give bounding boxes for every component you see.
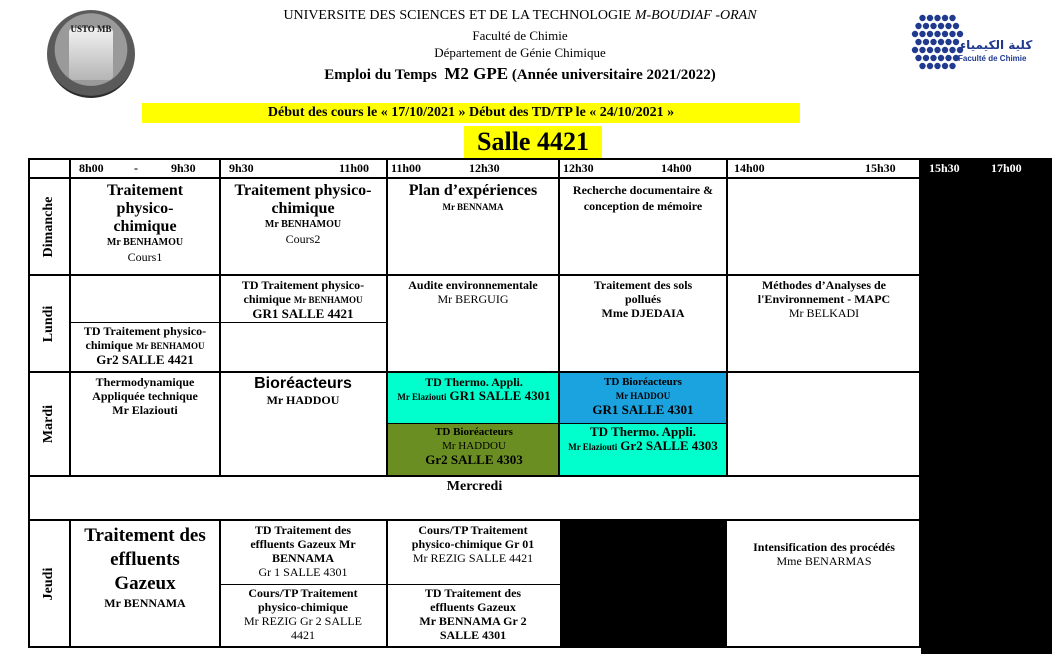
- dim-c4: Recherche documentaire & conception de mémoire: [572, 183, 714, 213]
- grid-v-right: [919, 158, 921, 648]
- mar-c4a-title: TD Bioréacteurs: [604, 376, 682, 388]
- grid-h-mar-c3: [387, 423, 726, 424]
- mar-c4a-group: GR1 SALLE 4301: [592, 402, 694, 417]
- mar-c3a-group: GR1 SALLE 4301: [449, 388, 551, 403]
- faculty-logo: [909, 10, 965, 74]
- molecule-dot: [927, 47, 933, 53]
- jeu-c5-title: Intensification des procédés: [753, 540, 895, 554]
- jeu-c3b-group: Mr BENNAMA Gr 2 SALLE 4301: [419, 614, 527, 642]
- jeu-c2b-group: Mr REZIG Gr 2 SALLE 4421: [244, 614, 362, 642]
- time-6-end: 17h00: [991, 161, 1022, 175]
- molecule-dot: [912, 47, 918, 53]
- black-area-column: [921, 178, 1052, 654]
- time-5-end: 15h30: [865, 161, 896, 175]
- day-mardi: Mardi: [41, 404, 56, 444]
- dim-c1-title: Traitement physico-chimique: [106, 182, 184, 235]
- molecule-dot: [934, 15, 940, 21]
- mar-c2: [221, 375, 385, 473]
- molecule-dot: [942, 63, 948, 69]
- mar-c4a: [562, 375, 724, 423]
- grid-h-dim: [28, 274, 921, 276]
- mar-c3b-prof: Mr HADDOU: [442, 440, 506, 452]
- molecule-dot: [915, 23, 921, 29]
- molecule-dot: [930, 23, 936, 29]
- molecule-dot: [938, 55, 944, 61]
- mar-c3a: [390, 375, 558, 423]
- mar-c1-title: Thermodynamique Appliquée technique: [92, 375, 198, 403]
- schedule-title-b: M2 GPE: [444, 64, 509, 83]
- university-name: [200, 8, 840, 24]
- molecule-dot: [942, 31, 948, 37]
- dim-c2-prof: Mr BENHAMOU: [264, 219, 342, 230]
- mar-c2-title: Bioréacteurs: [254, 375, 352, 392]
- molecule-dot: [949, 47, 955, 53]
- time-2-end: 11h00: [339, 161, 370, 175]
- lun-c3-title: Audite environnementale: [408, 278, 538, 292]
- lun-c5-title: Méthodes d’Analyses de l'Environnement - MAPC: [757, 278, 891, 306]
- schedule-title: [200, 66, 840, 83]
- molecule-dot: [930, 39, 936, 45]
- grid-h-mar: [28, 475, 921, 477]
- molecule-dot: [938, 39, 944, 45]
- time-4-end: 14h00: [661, 161, 692, 175]
- mar-c4b-prof: Mr Elaziouti: [568, 442, 618, 452]
- dim-c2: [221, 182, 385, 274]
- molecule-dot: [919, 63, 925, 69]
- time-3-start: 11h00: [391, 161, 422, 175]
- molecule-dot: [923, 39, 929, 45]
- faculty-name: Faculté de Chimie: [472, 28, 568, 43]
- mar-c3b-title: TD Bioréacteurs: [435, 426, 513, 438]
- grid-v-3: [558, 158, 560, 476]
- time-4-start: 12h30: [563, 161, 594, 175]
- molecule-dot: [927, 63, 933, 69]
- grid-v-left: [28, 158, 30, 648]
- molecule-dot: [953, 39, 959, 45]
- jeu-c5-prof: Mme BENARMAS: [776, 554, 872, 568]
- molecule-dot: [957, 31, 963, 37]
- molecule-dot: [923, 55, 929, 61]
- lun-c1-prof: Mr BENHAMOU: [135, 341, 205, 351]
- lun-c3: [388, 278, 558, 370]
- mar-c4a-prof: Mr HADDOU: [615, 391, 671, 401]
- molecule-dot: [919, 15, 925, 21]
- lun-c2-group: GR1 SALLE 4421: [252, 306, 354, 321]
- jeu-c2b-title: Cours/TP Traitement physico-chimique: [248, 586, 358, 614]
- dim-c3-prof: Mr BENNAMA: [442, 202, 504, 212]
- start-dates-banner: Début des cours le « 17/10/2021 » Début des TD/TP le « 24/10/2021 »: [142, 103, 800, 123]
- jeu-c3a: [388, 523, 558, 584]
- grid-h-lun-c1: [70, 322, 220, 323]
- molecule-dots-icon: [909, 10, 965, 74]
- dim-c3-title: Plan d’expériences: [408, 182, 538, 199]
- grid-h-lun-c2: [220, 322, 387, 323]
- jeu-c2b: [221, 586, 385, 646]
- molecule-dot: [927, 31, 933, 37]
- day-lundi: Lundi: [41, 305, 56, 343]
- molecule-dot: [912, 31, 918, 37]
- jeu-c3b-title: TD Traitement des effluents Gazeux: [424, 586, 522, 614]
- grid-h-mer: [28, 519, 921, 521]
- mar-c3a-prof: Mr Elaziouti: [397, 392, 447, 402]
- molecule-dot: [949, 63, 955, 69]
- lun-c5: [730, 278, 918, 370]
- mar-c4b: [562, 425, 724, 475]
- lun-c2: [221, 278, 385, 322]
- jeu-c1: [72, 524, 218, 644]
- dim-c3: [388, 182, 558, 274]
- lun-c5-prof: Mr BELKADI: [788, 306, 860, 320]
- molecule-dot: [934, 63, 940, 69]
- jeu-c2a-title: TD Traitement des effluents Gazeux Mr BENNAMA: [250, 523, 356, 565]
- faculty-logo-arabic: كلية الكيمياء: [960, 38, 1033, 52]
- logo-left-text: USTO MB: [70, 24, 112, 34]
- time-1-dash: -: [134, 161, 138, 175]
- time-5-start: 14h00: [734, 161, 765, 175]
- jeu-c3b: [388, 586, 558, 646]
- time-1-end: 9h30: [171, 161, 196, 175]
- time-1-start: 8h00: [79, 161, 104, 175]
- grid-h-jeu-c2: [220, 584, 560, 585]
- molecule-dot: [938, 23, 944, 29]
- mar-c2-prof: Mr HADDOU: [266, 393, 340, 407]
- day-dimanche: Dimanche: [41, 196, 56, 258]
- dim-c2-title: Traitement physico-chimique: [234, 182, 372, 217]
- dim-c1-type: Cours1: [127, 250, 163, 264]
- molecule-dot: [942, 15, 948, 21]
- department-name: Département de Génie Chimique: [434, 45, 606, 60]
- jeu-c3a-title: Cours/TP Traitement physico-chimique Gr 01: [411, 523, 535, 551]
- day-mercredi: Mercredi: [446, 479, 503, 494]
- molecule-dot: [915, 39, 921, 45]
- molecule-dot: [949, 15, 955, 21]
- university-city: M-BOUDIAF -ORAN: [634, 8, 757, 23]
- time-3-end: 12h30: [469, 161, 500, 175]
- molecule-dot: [934, 31, 940, 37]
- molecule-dot: [934, 47, 940, 53]
- jeu-c5: [730, 540, 918, 600]
- molecule-dot: [923, 23, 929, 29]
- room-banner: Salle 4421: [464, 126, 602, 158]
- mar-c1: [72, 375, 218, 473]
- time-2-start: 9h30: [229, 161, 254, 175]
- lun-c1: [72, 324, 218, 370]
- black-area-jeudi: [560, 521, 727, 647]
- molecule-dot: [945, 39, 951, 45]
- grid-h-lun: [28, 371, 921, 373]
- molecule-dot: [927, 15, 933, 21]
- jeu-c2a: [221, 523, 385, 584]
- molecule-dot: [953, 23, 959, 29]
- molecule-dot: [930, 55, 936, 61]
- molecule-dot: [942, 47, 948, 53]
- lun-c2-prof: Mr BENHAMOU: [293, 295, 363, 305]
- lun-c4-title: Traitement des sols pollués: [593, 278, 693, 306]
- grid-v-day: [69, 158, 71, 476]
- mar-c3a-title: TD Thermo. Appli.: [425, 375, 523, 389]
- university-name-text: UNIVERSITE DES SCIENCES ET DE LA TECHNOLOGIE: [283, 8, 632, 23]
- jeu-c1-prof: Mr BENNAMA: [104, 596, 186, 610]
- schedule-title-c: (Année universitaire 2021/2022): [511, 67, 716, 83]
- schedule-title-a: Emploi du Temps: [324, 67, 437, 83]
- molecule-dot: [945, 55, 951, 61]
- dim-c2-type: Cours2: [285, 232, 321, 246]
- molecule-dot: [919, 31, 925, 37]
- grid-h-time: [28, 177, 921, 179]
- day-jeudi: Jeudi: [41, 567, 56, 601]
- molecule-dot: [949, 31, 955, 37]
- mar-c4b-group: Gr2 SALLE 4303: [620, 438, 718, 453]
- building-icon: [69, 28, 113, 80]
- lun-c1-title: TD Traitement physico-chimique: [83, 324, 207, 352]
- grid-v-day-jeu: [69, 519, 71, 648]
- mar-c4b-title: TD Thermo. Appli.: [590, 425, 696, 439]
- dim-c1-prof: Mr BENHAMOU: [106, 237, 184, 248]
- mar-c1-prof: Mr Elaziouti: [112, 403, 178, 417]
- grid-h-bottom: [28, 646, 921, 648]
- mar-c3b-group: Gr2 SALLE 4303: [425, 452, 523, 467]
- grid-v-4: [726, 158, 728, 476]
- grid-h-top: [28, 158, 921, 160]
- lun-c4-prof: Mme DJEDAIA: [601, 306, 685, 320]
- molecule-dot: [915, 55, 921, 61]
- jeu-c1-title: Traitement des effluents Gazeux: [84, 525, 206, 594]
- molecule-dot: [945, 23, 951, 29]
- university-logo: [47, 10, 135, 98]
- molecule-dot: [919, 47, 925, 53]
- mar-c3b: [390, 425, 558, 475]
- jeu-c3a-group: Mr REZIG SALLE 4421: [412, 551, 534, 565]
- lun-c3-prof: Mr BERGUIG: [437, 292, 509, 306]
- jeu-c2a-group: Gr 1 SALLE 4301: [258, 565, 348, 579]
- lun-c2-title: TD Traitement physico-chimique: [241, 278, 365, 306]
- dim-c1: [72, 182, 218, 274]
- lun-c4: [562, 278, 724, 370]
- faculty-logo-text: Faculté de Chimie: [958, 54, 1027, 63]
- lun-c1-group: Gr2 SALLE 4421: [96, 352, 194, 367]
- time-6-start: 15h30: [929, 161, 960, 175]
